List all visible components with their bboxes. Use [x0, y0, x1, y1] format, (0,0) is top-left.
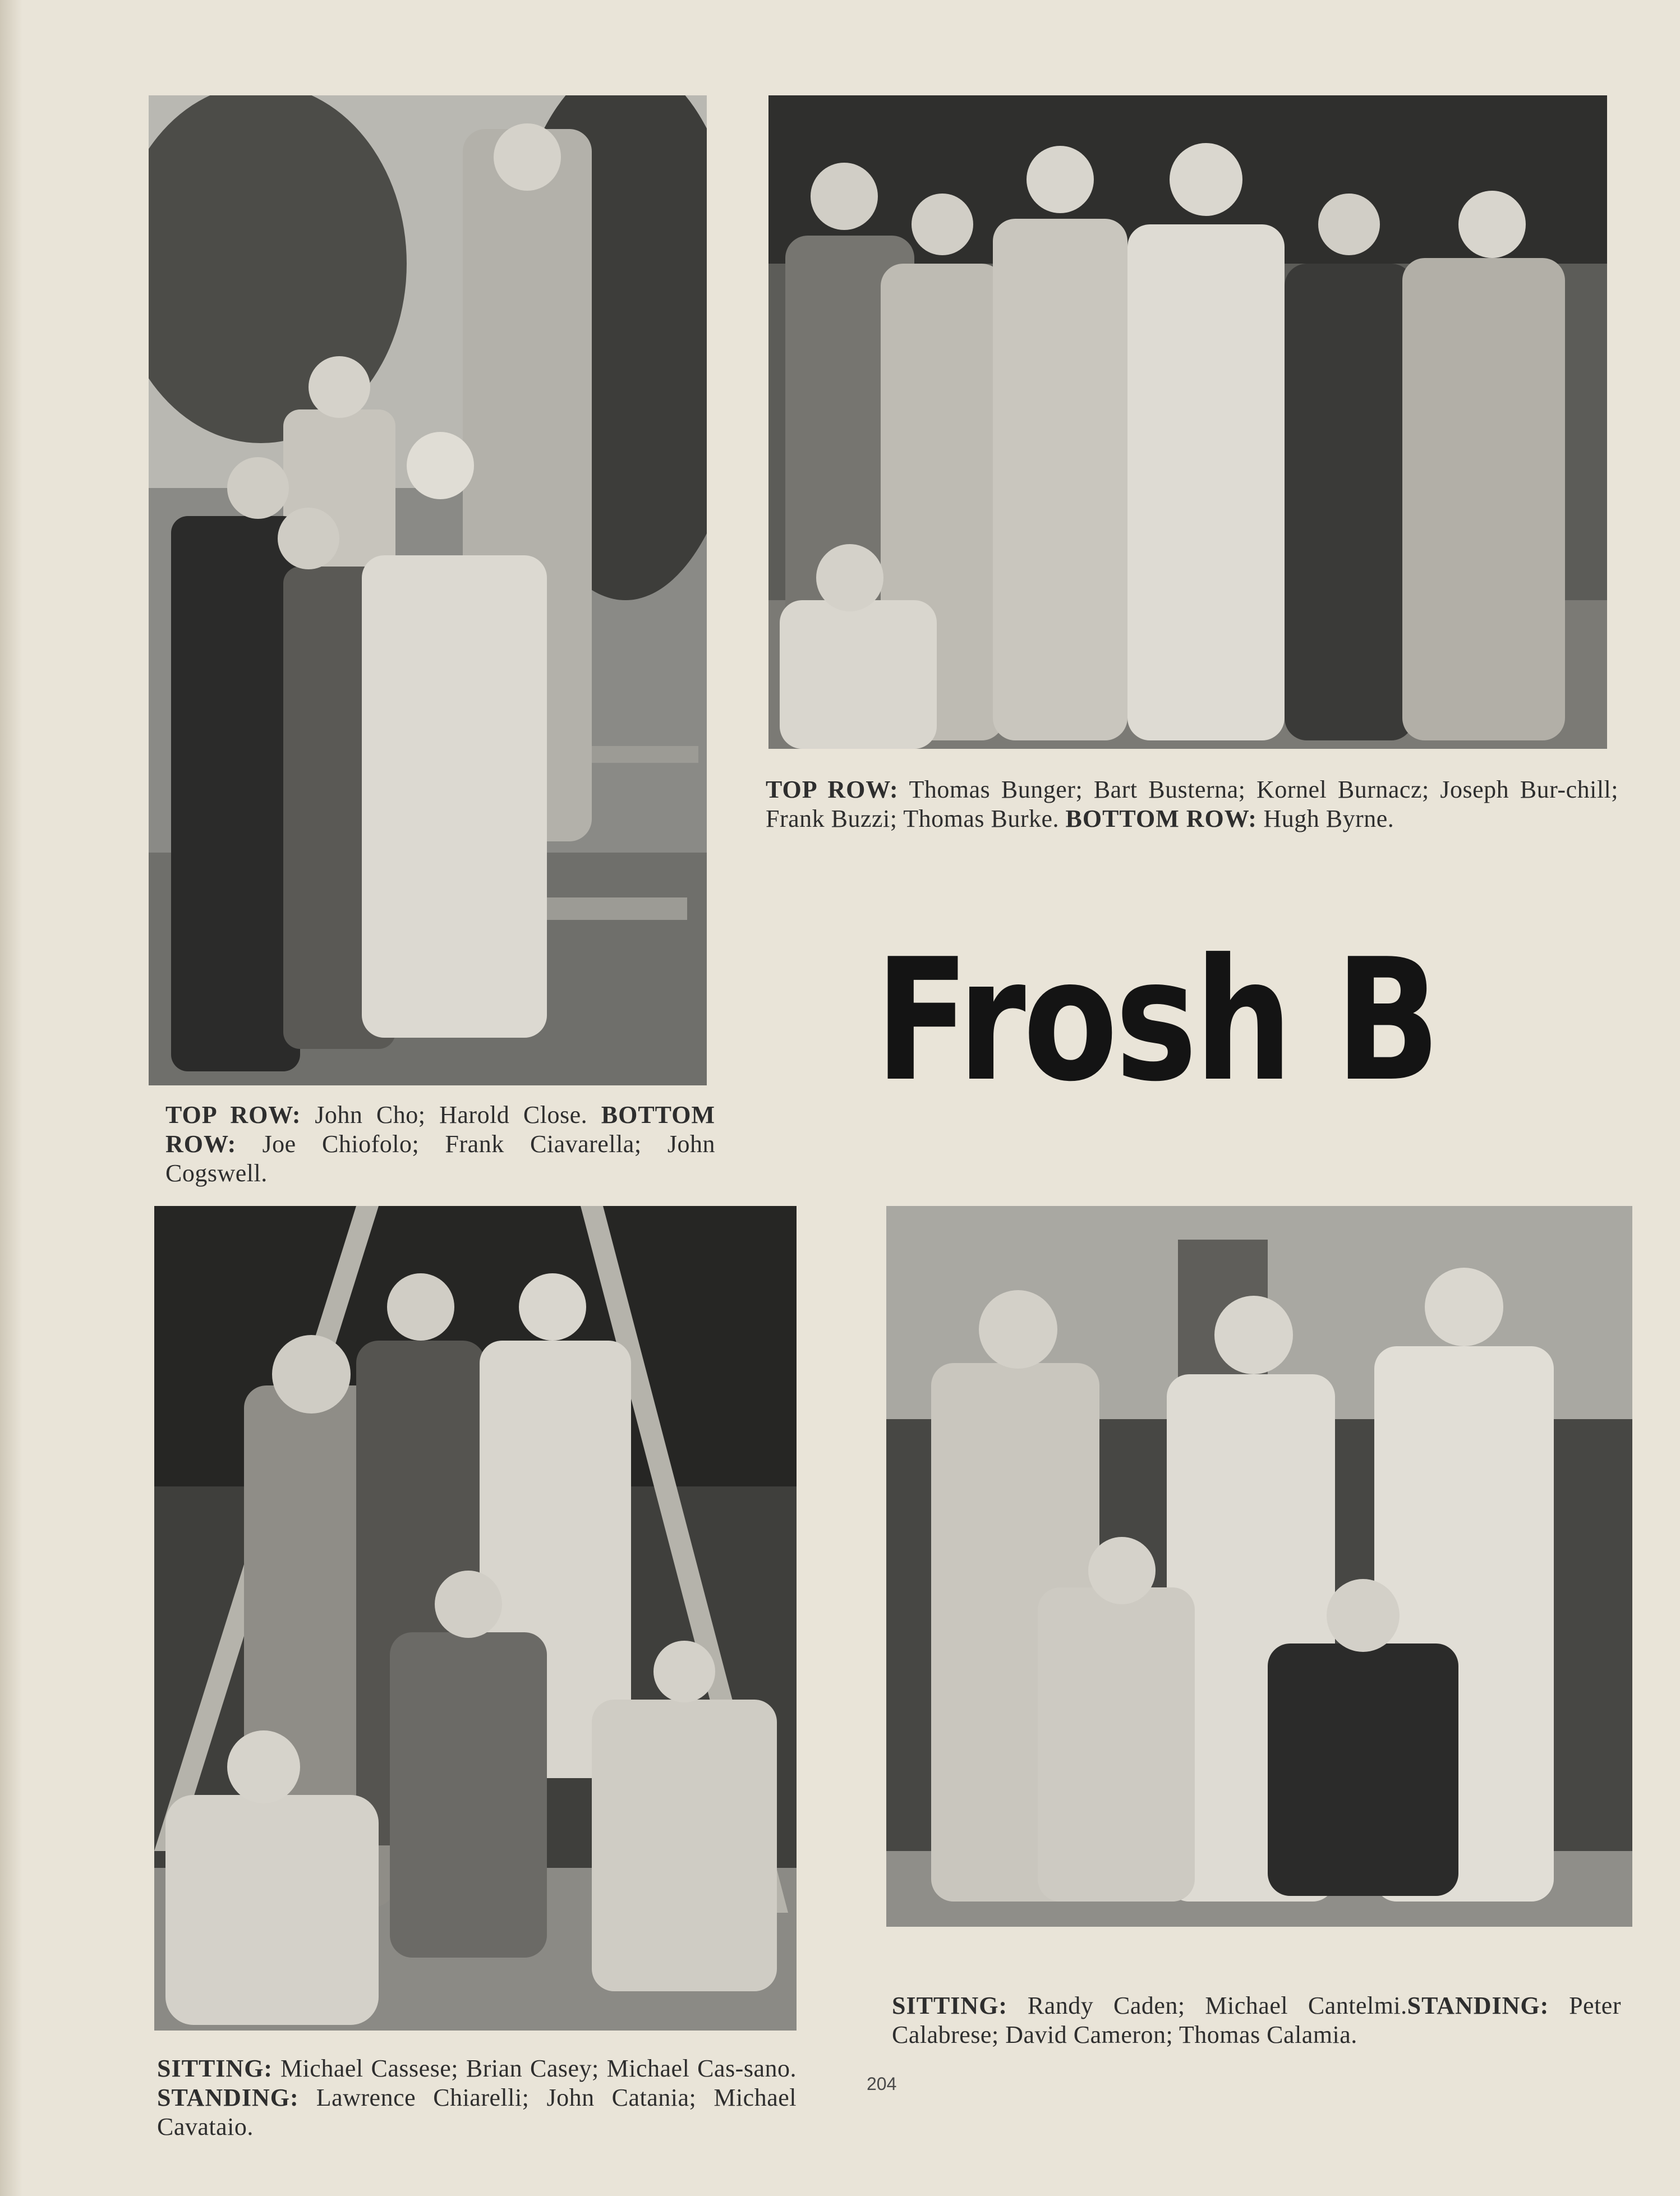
caption-names: Randy Caden; Michael Cantelmi. [1007, 1992, 1407, 2019]
photo-top-right-image [768, 95, 1607, 749]
caption-label: SITTING: [157, 2055, 273, 2082]
caption-label: TOP ROW: [766, 776, 899, 803]
photo-top-right [768, 95, 1607, 749]
caption-label: TOP ROW: [165, 1101, 301, 1129]
caption-names: John Cho; Harold Close. [301, 1101, 601, 1129]
caption-label: BOTTOM ROW: [1065, 805, 1257, 832]
caption-bottom-right [892, 1991, 1621, 2050]
caption-top-left [165, 1101, 715, 1188]
caption-label: STANDING: [157, 2084, 299, 2111]
page-number: 204 [867, 2074, 897, 2094]
caption-names: Lawrence Chiarelli; John Catania; Michael Cavataio. [157, 2084, 797, 2140]
caption-names: Thomas Bunger; Bart Busterna; Kornel Burnacz; Joseph Bur-chill; Frank Buzzi; Thomas Burke. [766, 776, 1618, 832]
caption-label: SITTING: [892, 1992, 1008, 2019]
photo-bottom-right [886, 1206, 1632, 1927]
caption-label: STANDING: [1407, 1992, 1549, 2019]
caption-names: Hugh Byrne. [1256, 805, 1394, 832]
caption-bottom-left [157, 2054, 797, 2142]
caption-names: Joe Chiofolo; Frank Ciavarella; John Cogswell. [165, 1130, 715, 1187]
photo-bottom-left [154, 1206, 797, 2031]
caption-top-right [766, 775, 1618, 834]
photo-top-left [149, 95, 707, 1085]
photo-bottom-right-image [886, 1206, 1632, 1927]
photo-top-left-image [149, 95, 707, 1085]
page-title: Frosh B [875, 923, 1438, 1118]
page-binding-shadow [0, 0, 22, 2196]
caption-names: Peter Calabrese; David Cameron; Thomas Calamia. [892, 1992, 1621, 2048]
caption-names: Michael Cassese; Brian Casey; Michael Cas-sano. [273, 2055, 797, 2082]
caption-label: BOTTOM ROW: [165, 1101, 715, 1158]
photo-bottom-left-image [154, 1206, 797, 2031]
